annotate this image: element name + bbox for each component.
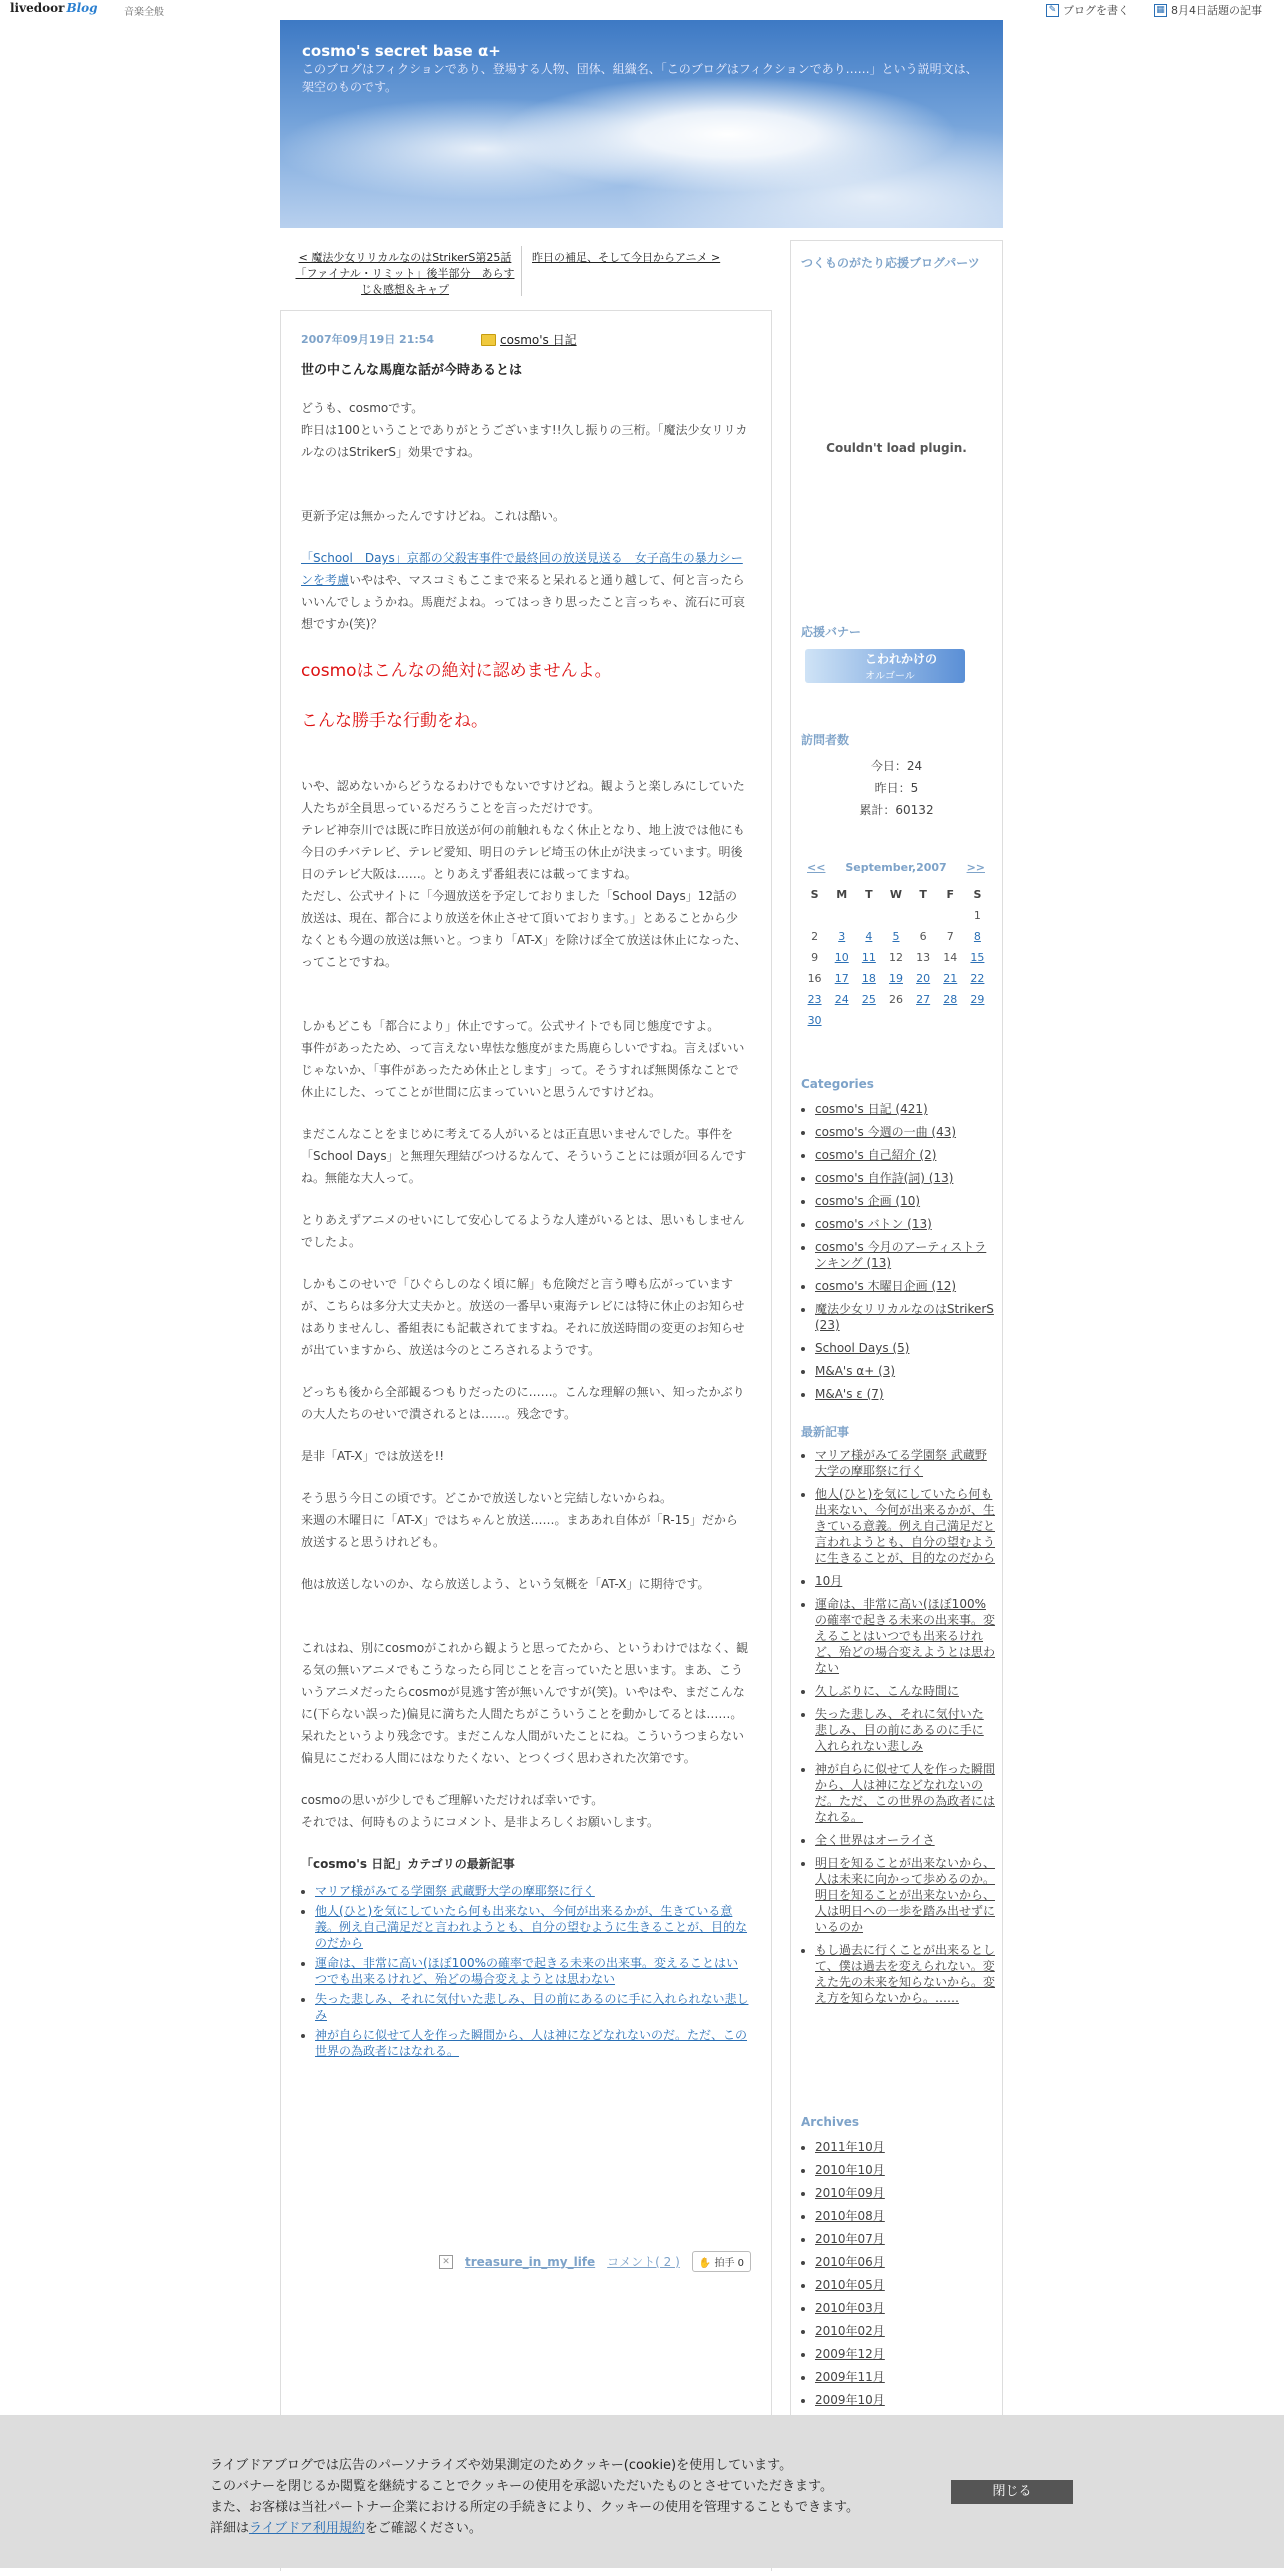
category-link[interactable]: cosmo's 今月のアーティストランキング (13): [815, 1240, 987, 1270]
calendar-day[interactable]: 18: [861, 972, 876, 985]
recent-link[interactable]: マリア様がみてる学園祭 武蔵野大学の摩耶祭に行く: [815, 1448, 987, 1478]
archive-item: [815, 2392, 995, 2408]
category-link[interactable]: cosmo's 木曜日企画 (12): [815, 1279, 957, 1293]
archive-link[interactable]: 2010年05月: [815, 2278, 885, 2292]
calendar-icon: ▦: [1154, 4, 1167, 17]
folder-icon: [481, 334, 496, 346]
archive-link[interactable]: 2009年11月: [815, 2370, 885, 2384]
calendar-day[interactable]: 27: [916, 993, 931, 1006]
tsukumo-section-title: つくものがたり応援ブログパーツ: [801, 256, 980, 270]
weekday-label: M: [836, 888, 848, 901]
entry-text: いやはや、マスコミもここまで来ると呆れると通り越して、何と言ったらいいんでしょうかね。馬鹿だよね。ってはっきり思ったこと言っちゃ、流石に可哀想ですか(笑)？: [301, 573, 746, 631]
category-item: [815, 1278, 995, 1294]
calendar-day[interactable]: 11: [861, 951, 876, 964]
calendar-day: 1: [973, 909, 981, 922]
emphasis-text: cosmoはこんなの絶対に認めませんよ。: [301, 661, 612, 681]
entry-footer: [281, 2251, 751, 2272]
entry-date: 2007年09月19日 21:54: [301, 333, 435, 346]
calendar-next[interactable]: >>: [966, 861, 985, 874]
banner-subtext: オルゴール: [865, 671, 915, 682]
emphasis-text: こんな勝手な行動をね。: [301, 711, 488, 731]
calendar-day[interactable]: 22: [970, 972, 985, 985]
weekday-label: S: [810, 888, 819, 901]
related-entry-item: [315, 1991, 749, 2023]
category-item: [815, 1170, 995, 1186]
recent-item: [815, 1683, 995, 1699]
calendar-month: September,2007: [845, 861, 947, 874]
calendar-day-empty: [855, 1010, 882, 1031]
entry-paragraph: まだこんなことをまじめに考えてる人がいるとは正直思いませんでした。事件を「School Days」と無理矢理結びつけるなんて、そういうことには頭が回るんですね。無能な大人って。: [301, 1127, 747, 1185]
archive-link[interactable]: 2010年07月: [815, 2232, 885, 2246]
livedoor-blog-logo[interactable]: [10, 1, 98, 15]
plugin-error: Couldn't load plugin.: [826, 441, 967, 455]
trending-link[interactable]: [1154, 2, 1262, 18]
comments-link[interactable]: コメント( 2 ): [607, 2255, 680, 2269]
entry-category[interactable]: [481, 331, 577, 348]
write-blog-label: ブログを書く: [1063, 4, 1129, 17]
calendar-day-empty: [801, 905, 828, 926]
recent-list: [801, 1447, 995, 2013]
entry-category-link[interactable]: cosmo's 日記: [500, 333, 577, 347]
entry-paragraph: どっちも後から全部観るつもりだったのに……。こんな理解の無い、知ったかぶりの大人たちのせいで潰されるとは……。残念です。: [301, 1385, 745, 1421]
recent-link[interactable]: 他人(ひと)を気にしていたら何も出来ない、今何が出来るかが、生きている意義。例え自己満足だと言われようとも、自分の望むように生きることが、目的なのだから: [815, 1487, 996, 1565]
music-category-link[interactable]: 音楽全般: [124, 7, 164, 18]
writer-link[interactable]: treasure_in_my_life: [464, 2254, 596, 2269]
archive-item: [815, 2185, 995, 2201]
clap-label: 拍手 0: [714, 2258, 744, 2269]
recent-item: [815, 1855, 995, 1935]
archive-item: [815, 2162, 995, 2178]
pencil-icon: ✎: [1046, 4, 1059, 17]
blog-entry: [280, 310, 772, 2571]
prev-entry-link[interactable]: < 魔法少女リリカルなのはStrikerS第25話「ファイナル・リミット」後半部分 あらすじ＆感想＆キャプ: [295, 251, 515, 296]
category-link[interactable]: cosmo's 自己紹介 (2): [815, 1148, 937, 1162]
archive-link[interactable]: 2010年03月: [815, 2301, 885, 2315]
entry-pager: [280, 244, 772, 300]
related-entry-item: [315, 1955, 749, 1987]
calendar-day: 7: [946, 930, 954, 943]
calendar-day-empty: [910, 1010, 937, 1031]
category-link[interactable]: M&A's α+ (3): [815, 1364, 896, 1378]
weekday-label: S: [973, 888, 982, 901]
clap-icon: ✋: [698, 2258, 712, 2269]
calendar-day: 9: [811, 951, 819, 964]
related-entry-link[interactable]: 神が自らに似せて人を作った瞬間から、人は神になどなれないのだ。ただ、この世界の為政者にはなれる。: [315, 2028, 748, 2058]
calendar-day-empty: [937, 905, 964, 926]
cookie-line: また、お客様は当社パートナー企業における所定の手続きにより、クッキーの使用を管理することもできます。: [210, 2500, 859, 2515]
top-bar: [0, 0, 1284, 20]
close-cookie-button[interactable]: 閉じる: [951, 2480, 1073, 2504]
visitors-total: 累計：60132: [859, 803, 934, 817]
category-link[interactable]: cosmo's 今週の一曲 (43): [815, 1125, 957, 1139]
calendar-prev[interactable]: <<: [807, 861, 826, 874]
recent-link[interactable]: 運命は、非常に高い(ほぼ100%の確率で起きる未来の出来事。変えることはいつでも出来るけれど、殆どの場合変えようとは思わない: [815, 1597, 996, 1675]
trending-label: 8月4日話題の記事: [1171, 4, 1262, 17]
category-item: [815, 1363, 995, 1379]
calendar-table: [801, 884, 991, 1031]
archive-item: [815, 2369, 995, 2385]
terms-link[interactable]: ライブドア利用規約: [249, 2521, 365, 2536]
entry-paragraph: いや、認めないからどうなるわけでもないですけどね。観ようと楽しみにしていた人たちが全員思っているだろうことを言っただけです。 テレビ神奈川では既に昨日放送が何の前触れもなく休止となり、地上波では他にも今日のチバテレビ、テレビ愛知、明日のテレビ埼玉の休止が決まっています。明後日のテレビ大阪は……。とりあえず番組表には載ってますね。 ただし、公式サイトに「今週放送を予定しておりました「School Days」12話の放送は、現在、都合により放送を休止させて頂いております。」とあることから少なくとも今週の放送は無いと。つまり「AT-X」を除けば全て放送は休止になった、ってことですね。: [301, 779, 747, 969]
related-entry-link[interactable]: マリア様がみてる学園祭 武蔵野大学の摩耶祭に行く: [315, 1884, 595, 1898]
entry-paragraph: これはね、別にcosmoがこれから観ようと思ってたから、というわけではなく、観る気の無いアニメでもこうなったら同じことを言っていたと思います。まあ、こういうアニメだったらcosmoが見逃す筈が無いんですが(笑)。いやはや、まだこんなに(下らない誤った)偏見に満ちた人間たちがこういうことを動かしてるとは……。呆れたというより残念です。まだこんな人間がいたことにね。こういうつまらない偏見にこだわる人間にはなりたくない、とつくづく思わされた次第です。: [301, 1641, 748, 1765]
related-entry-item: [315, 1903, 749, 1951]
archive-link[interactable]: 2010年08月: [815, 2209, 885, 2223]
category-item: [815, 1386, 995, 1402]
recent-link[interactable]: 久しぶりに、こんな時間に: [815, 1684, 960, 1698]
calendar-day-empty: [828, 905, 855, 926]
archive-item: [815, 2346, 995, 2362]
calendar-day[interactable]: 8: [973, 930, 981, 943]
calendar-day-empty: [882, 1010, 909, 1031]
calendar-day: 6: [919, 930, 927, 943]
entry-title: 世の中こんな馬鹿な話が今時あるとは: [301, 363, 523, 378]
cookie-text-post: をご確認ください。: [364, 2521, 482, 2536]
categories-title: Categories: [801, 1077, 874, 1091]
related-entry-link[interactable]: 失った悲しみ、それに気付いた悲しみ、目の前にあるのに手に入れられない悲しみ: [315, 1992, 749, 2022]
recent-link[interactable]: もし過去に行くことが出来るとして、僕は過去を変えられない。変えた先の未来を知らないから。変え方を知らないから。……: [815, 1943, 996, 2005]
logo-blog: Blog: [66, 1, 98, 15]
archive-link[interactable]: 2009年10月: [815, 2393, 885, 2407]
recent-item: [815, 1706, 995, 1754]
related-entry-item: [315, 2027, 749, 2059]
support-banner[interactable]: [805, 649, 965, 683]
category-link[interactable]: School Days (5): [815, 1341, 910, 1355]
category-link[interactable]: cosmo's 自作詩(詞) (13): [815, 1171, 954, 1185]
calendar-day-empty: [910, 905, 937, 926]
calendar-day[interactable]: 17: [834, 972, 849, 985]
related-entries-title: 「cosmo's 日記」カテゴリの最新記事: [301, 1857, 515, 1871]
category-link[interactable]: cosmo's 日記 (421): [815, 1102, 928, 1116]
cookie-line: [210, 2518, 960, 2539]
recent-link[interactable]: 失った悲しみ、それに気付いた悲しみ、目の前にあるのに手に入れられない悲しみ: [815, 1707, 984, 1753]
entry-paragraph: cosmoの思いが少しでもご理解いただければ幸いです。 それでは、何時ものようにコメント、是非よろしくお願いします。: [301, 1793, 659, 1829]
calendar-day-empty: [937, 1010, 964, 1031]
calendar-day: 16: [807, 972, 822, 985]
calendar-day[interactable]: 10: [834, 951, 849, 964]
weekday-label: F: [946, 888, 955, 901]
category-item: [815, 1193, 995, 1209]
archive-item: [815, 2139, 995, 2155]
archive-link[interactable]: 2011年10月: [815, 2140, 885, 2154]
weekday-label: T: [919, 888, 927, 901]
calendar-day: 12: [888, 951, 903, 964]
entry-body: [301, 397, 749, 2063]
category-item: [815, 1239, 995, 1271]
weekday-label: T: [865, 888, 873, 901]
archive-link[interactable]: 2009年12月: [815, 2347, 885, 2361]
calendar-day: 2: [811, 930, 819, 943]
calendar-day[interactable]: 29: [970, 993, 985, 1006]
related-entry-item: [315, 1883, 749, 1899]
cookie-line: このバナーを閉じるか閲覧を継続することでクッキーの使用を承認いただいたものとさせていただきます。: [210, 2479, 833, 2494]
weekday-label: W: [889, 888, 903, 901]
banner-section-title: 応援バナー: [801, 625, 862, 639]
archive-list: [801, 2139, 995, 2415]
recent-link[interactable]: 10月: [815, 1574, 843, 1588]
related-entries: [301, 1853, 749, 2059]
archive-item: [815, 2323, 995, 2339]
next-entry-link[interactable]: 昨日の補足、そして今日からアニメ >: [532, 251, 721, 264]
recent-item: [815, 1832, 995, 1848]
visitors-today: 今日：24: [870, 759, 923, 773]
category-item: [815, 1301, 995, 1333]
calendar-day-empty: [855, 905, 882, 926]
archive-link[interactable]: 2010年06月: [815, 2255, 885, 2269]
visitors-section-title: 訪問者数: [801, 733, 850, 747]
calendar-day: 26: [888, 993, 903, 1006]
calendar-day[interactable]: 24: [834, 993, 849, 1006]
banner-text: こわれかけの: [865, 652, 938, 666]
category-list: [801, 1101, 995, 1409]
archive-link[interactable]: 2010年02月: [815, 2324, 885, 2338]
category-link[interactable]: cosmo's 企画 (10): [815, 1194, 921, 1208]
recent-item: [815, 1942, 995, 2006]
entry-paragraph: [301, 547, 749, 635]
recent-item: [815, 1486, 995, 1566]
entry-paragraph: どうも、cosmoです。 昨日は100ということでありがとうございます!!久し振りの三桁。「魔法少女リリカルなのはStrikerS」効果ですね。: [301, 401, 748, 459]
visitors-yesterday: 昨日：5: [874, 781, 919, 795]
category-item: [815, 1101, 995, 1117]
sidebar: [790, 240, 1003, 2431]
calendar-day-empty: [964, 1010, 991, 1031]
entry-paragraph: 更新予定は無かったんですけどね。これは酷い。: [301, 509, 566, 523]
calendar-day[interactable]: 23: [807, 993, 822, 1006]
clap-button[interactable]: [692, 2251, 751, 2272]
recent-item: [815, 1761, 995, 1825]
blog-description: このブログはフィクションであり、登場する人物、団体、組織名、「このブログはフィクションであり……」という説明文は、架空のものです。: [302, 62, 978, 94]
archive-item: [815, 2254, 995, 2270]
entry-paragraph: しかもどこも「都合により」休止ですって。公式サイトでも同じ態度ですよ。 事件があったため、って言えない卑怯な態度がまた馬鹿らしいですね。言えばいいじゃないか、「事件があったため休止とします」って。そうすれば無関係なことで休止にした、ってことが世間に広まっていいと思うんですけどね。: [301, 1019, 745, 1099]
recent-item: [815, 1596, 995, 1676]
recent-item: [815, 1573, 995, 1589]
calendar-day: 13: [916, 951, 931, 964]
calendar-day[interactable]: 19: [888, 972, 903, 985]
archive-item: [815, 2208, 995, 2224]
entry-paragraph: 他は放送しないのか、なら放送しよう、という気概を「AT-X」に期待です。: [301, 1577, 710, 1591]
archive-link[interactable]: 2010年09月: [815, 2186, 885, 2200]
entry-paragraph: しかもこのせいで「ひぐらしのなく頃に解」も危険だと言う噂も広がっていますが、こちらは多分大丈夫かと。放送の一番早い東海テレビには特に休止のお知らせはありませんし、番組表にも記載されてますね。それに放送時間の変更のお知らせが出ていますから、放送は今のところされるようです。: [301, 1277, 745, 1357]
entry-paragraph: とりあえずアニメのせいにして安心してるような人達がいるとは、思いもしませんでしたよ。: [301, 1213, 745, 1249]
recent-link[interactable]: 明日を知ることが出来ないから、人は未来に向かって歩めるのか。明日を知ることが出来ないから、人は明日への一歩を踏み出せずにいるのか: [815, 1856, 996, 1934]
write-blog-link[interactable]: [1046, 2, 1129, 18]
calendar: [801, 861, 991, 1031]
category-item: [815, 1124, 995, 1140]
calendar-day[interactable]: 25: [861, 993, 876, 1006]
visitor-counter: [791, 755, 1002, 821]
pager-divider: [521, 246, 522, 296]
calendar-day[interactable]: 30: [807, 1014, 822, 1027]
archive-item: [815, 2300, 995, 2316]
recent-title: 最新記事: [801, 1425, 850, 1439]
calendar-day[interactable]: 4: [865, 930, 873, 943]
calendar-day[interactable]: 21: [943, 972, 958, 985]
archive-item: [815, 2231, 995, 2247]
archives-title: Archives: [801, 2115, 860, 2129]
cookie-line: ライブドアブログでは広告のパーソナライズや効果測定のためクッキー(cookie)を使用しています。: [210, 2458, 793, 2473]
entry-paragraph: そう思う今日この頃です。どこかで放送しないと完結しないからね。 来週の木曜日に「AT-X」ではちゃんと放送……。まああれ自体が「R-15」だから放送すると思うけれども。: [301, 1491, 738, 1549]
blog-title[interactable]: cosmo's secret base α+: [302, 42, 501, 60]
calendar-day-empty: [882, 905, 909, 926]
recent-link[interactable]: 全く世界はオーライさ: [815, 1833, 935, 1847]
category-item: [815, 1340, 995, 1356]
category-link[interactable]: cosmo's バトン (13): [815, 1217, 932, 1231]
writer-icon: ✕: [439, 2255, 453, 2269]
category-link[interactable]: M&A's ε (7): [815, 1387, 884, 1401]
archive-link[interactable]: 2010年10月: [815, 2163, 885, 2177]
calendar-day[interactable]: 20: [916, 972, 931, 985]
category-item: [815, 1147, 995, 1163]
cookie-text: [210, 2455, 960, 2539]
logo-main: livedoor: [10, 1, 65, 15]
calendar-day[interactable]: 3: [838, 930, 846, 943]
archive-item: [815, 2277, 995, 2293]
news-article-link[interactable]: 「School Days」京都の父殺害事件で最終回の放送見送る 女子高生の暴力シーンを考慮: [301, 551, 743, 587]
category-item: [815, 1216, 995, 1232]
blog-header: [280, 20, 1003, 228]
related-entry-link[interactable]: 他人(ひと)を気にしていたら何も出来ない、今何が出来るかが、生きている意義。例え自己満足だと言われようとも、自分の望むように生きることが、目的なのだから: [315, 1904, 748, 1950]
entry-paragraph: 是非「AT-X」では放送を!!: [301, 1449, 445, 1463]
cookie-banner: [0, 2415, 1284, 2568]
calendar-day[interactable]: 15: [970, 951, 985, 964]
category-link[interactable]: 魔法少女リリカルなのはStrikerS (23): [815, 1302, 994, 1332]
related-entry-link[interactable]: 運命は、非常に高い(ほぼ100%の確率で起きる未来の出来事。変えることはいつでも出来るけれど、殆どの場合変えようとは思わない: [315, 1956, 738, 1986]
calendar-day[interactable]: 28: [943, 993, 958, 1006]
calendar-day[interactable]: 5: [892, 930, 900, 943]
cookie-text-pre: 詳細は: [210, 2521, 250, 2536]
recent-item: [815, 1447, 995, 1479]
calendar-day: 14: [943, 951, 958, 964]
calendar-day-empty: [828, 1010, 855, 1031]
recent-link[interactable]: 神が自らに似せて人を作った瞬間から、人は神になどなれないのだ。ただ、この世界の為政者にはなれる。: [815, 1762, 996, 1824]
calendar-nav: [801, 861, 991, 874]
